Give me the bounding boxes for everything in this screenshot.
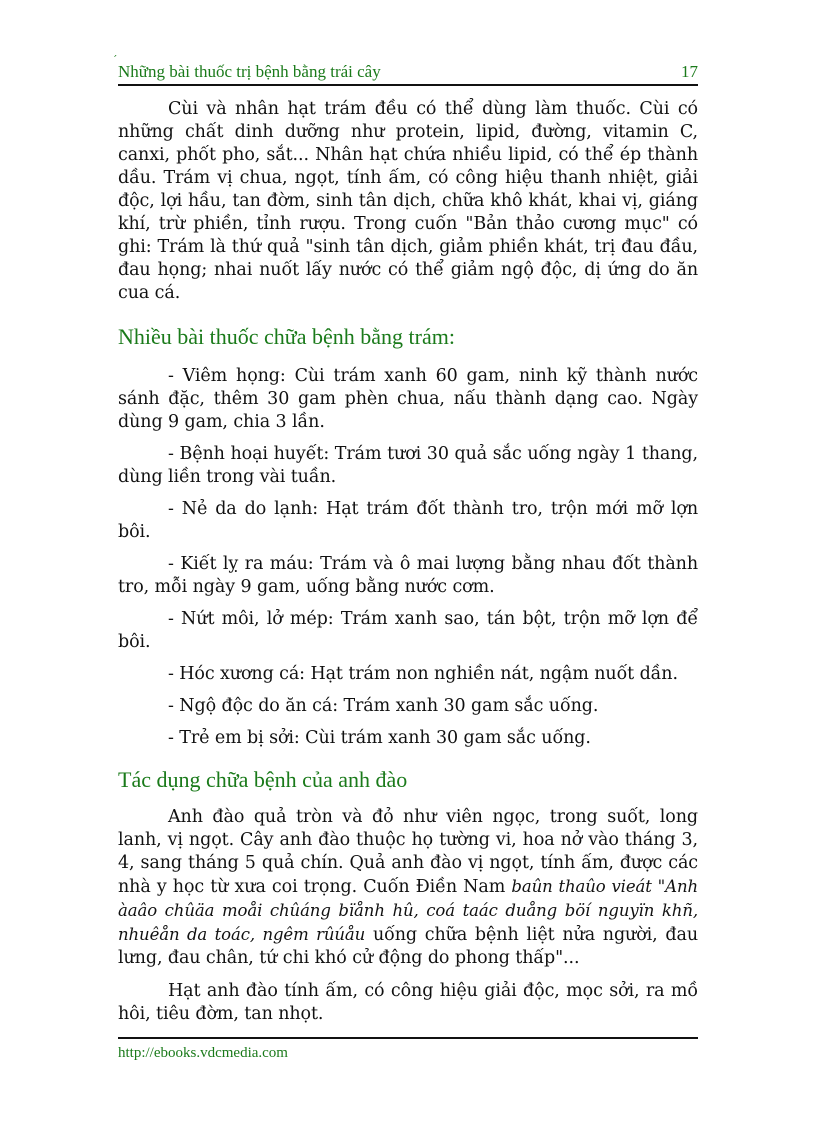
header-mark: ´ bbox=[112, 54, 118, 67]
section-heading-anh-dao: Tác dụng chữa bệnh của anh đào bbox=[118, 767, 408, 792]
anh-dao-seed-paragraph: Hạt anh đào tính ấm, có công hiệu giải độc, mọc sởi, ra mồ hôi, tiêu đờm, tan nhọt. bbox=[118, 981, 698, 1024]
garbled-italic-quote: baûn thaûo vieát "Anh àaâo chûäa moåi chûáng bïånh hû, coá taác duång böí nguyïn khñ, nhuêån da toác, ngêm rûúåu bbox=[118, 877, 698, 944]
page-header bbox=[112, 54, 698, 86]
anh-dao-text-end: uống chữa bệnh liệt nửa người, đau lưng, đau chân, tứ chi khó cử động do phong thấp"... bbox=[118, 925, 699, 968]
book-title: Những bài thuốc trị bệnh bằng trái cây bbox=[118, 62, 381, 81]
remedy-item: - Ngộ độc do ăn cá: Trám xanh 30 gam sắc uống. bbox=[168, 696, 599, 716]
remedy-item: - Kiết lỵ ra máu: Trám và ô mai lượng bằng nhau đốt thành tro, mỗi ngày 9 gam, uống bằng nước cơm. bbox=[118, 554, 698, 597]
remedy-item: - Nẻ da do lạnh: Hạt trám đốt thành tro, trộn mới mỡ lợn bôi. bbox=[118, 499, 698, 542]
anh-dao-text-start: Anh đào quả tròn và đỏ như viên ngọc, trong suốt, long lanh, vị ngọt. Cây anh đào thuộc họ tường vi, hoa nở vào tháng 3, 4, sang tháng 5 quả chín. Quả anh đào vị ngọt, tính ấm, được các nhà y học từ xưa coi trọng. Cuốn Điền Nam bbox=[118, 807, 698, 897]
remedy-item: - Bệnh hoại huyết: Trám tươi 30 quả sắc uống ngày 1 thang, dùng liền trong vài tuần. bbox=[118, 444, 698, 487]
footer-divider bbox=[118, 1037, 698, 1039]
remedy-item: - Viêm họng: Cùi trám xanh 60 gam, ninh kỹ thành nước sánh đặc, thêm 30 gam phèn chua, nấu thành dạng cao. Ngày dùng 9 gam, chia 3 lần. bbox=[118, 366, 698, 432]
page-body bbox=[118, 98, 698, 1026]
remedy-item: - Hóc xương cá: Hạt trám non nghiền nát, ngậm nuốt dần. bbox=[168, 664, 678, 684]
intro-paragraph: Cùi và nhân hạt trám đều có thể dùng làm thuốc. Cùi có những chất dinh dưỡng như protein, lipid, đường, vitamin C, canxi, phốt pho, sắt... Nhân hạt chứa nhiều lipid, có thể ép thành dầu. Trám vị chua, ngọt, tính ấm, có công hiệu thanh nhiệt, giải độc, lợi hầu, tan đờm, sinh tân dịch, chữa khô khát, khai vị, giáng khí, trừ phiền, tỉnh rượu. Trong cuốn "Bản thảo cương mục" có ghi: Trám là thứ quả "sinh tân dịch, giảm phiền khát, trị đau đầu, đau họng; nhai nuốt lấy nước có thể giảm ngộ độc, dị ứng do ăn cua cá. bbox=[118, 99, 698, 303]
remedy-item: - Trẻ em bị sởi: Cùi trám xanh 30 gam sắc uống. bbox=[168, 728, 591, 748]
remedy-item: - Nứt môi, lở mép: Trám xanh sao, tán bột, trộn mỡ lợn để bôi. bbox=[118, 609, 698, 652]
footer-url-link[interactable]: http://ebooks.vdcmedia.com bbox=[118, 1045, 288, 1061]
anh-dao-paragraph bbox=[118, 806, 698, 970]
section-heading-tram: Nhiều bài thuốc chữa bệnh bằng trám: bbox=[118, 324, 455, 349]
page-number: 17 bbox=[681, 62, 698, 81]
